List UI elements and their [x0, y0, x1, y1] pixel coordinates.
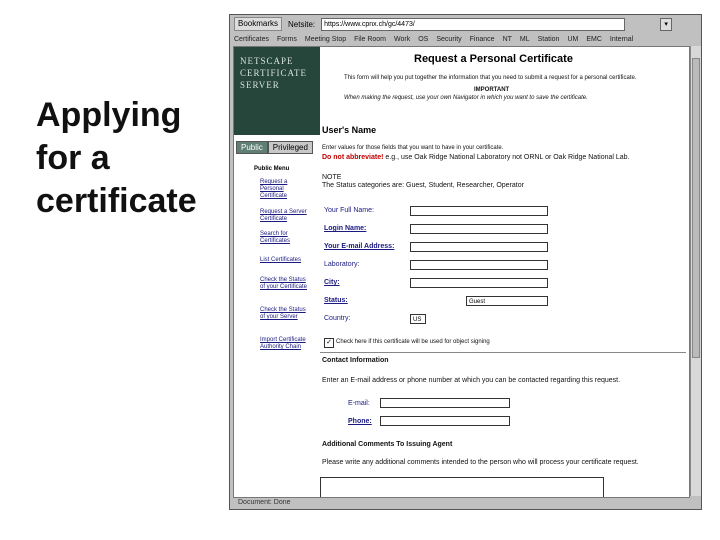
contact-heading: Contact Information: [322, 357, 389, 364]
link-item[interactable]: OS: [418, 35, 429, 43]
object-signing-checkbox[interactable]: ✓: [324, 338, 334, 348]
menu-title: Public Menu: [254, 166, 290, 172]
important-text: When making the request, use your own Navigator in which you want to save the certificate.: [344, 95, 588, 101]
personal-toolbar: [230, 33, 705, 45]
link-item[interactable]: UM: [567, 35, 579, 43]
menu-item-request-personal[interactable]: Request a Personal Certificate: [260, 179, 288, 199]
divider: [320, 352, 686, 353]
laboratory-field[interactable]: [410, 260, 548, 270]
object-signing-label: Check here if this certificate will be used for object signing: [336, 339, 490, 345]
comments-text: Please write any additional comments intended to the person who will process your certificate request.: [322, 459, 639, 466]
do-not-abbreviate: Do not abbreviate!: [322, 154, 384, 161]
link-item[interactable]: Meeting Stop: [304, 35, 347, 43]
link-item[interactable]: Work: [394, 35, 411, 43]
page-content: [233, 46, 690, 498]
navigation-toolbar: [230, 15, 701, 33]
country-field[interactable]: US: [410, 314, 426, 324]
status-bar: Document: Done: [238, 499, 291, 506]
contact-phone-label: Phone:: [348, 418, 372, 425]
tab-privileged[interactable]: Privileged: [268, 141, 313, 154]
sidebar-tabs: [236, 141, 313, 154]
login-name-label: Login Name:: [324, 225, 367, 232]
link-item[interactable]: Station: [537, 35, 560, 43]
abbreviate-line: [322, 154, 682, 161]
netsite-label: Netsite:: [288, 19, 316, 29]
users-name-text: Enter values for those fields that you want to have in your certificate.: [322, 145, 504, 151]
full-name-label: Your Full Name:: [324, 207, 374, 214]
menu-item-status-cert[interactable]: Check the Status of your Certificate: [260, 277, 308, 290]
contact-phone-field[interactable]: [380, 416, 510, 426]
contact-text: Enter an E-mail address or phone number at which you can be contacted regarding this request.: [322, 377, 621, 384]
netscape-logo: NETSCAPE CERTIFICATE SERVER: [234, 47, 320, 135]
menu-item-search[interactable]: Search for Certificates: [260, 231, 291, 244]
laboratory-label: Laboratory:: [324, 261, 360, 268]
tab-public[interactable]: Public: [236, 141, 268, 154]
url-input[interactable]: https://www.cpnx.ch/gc/4473/: [321, 18, 625, 31]
users-name-heading: User's Name: [322, 125, 377, 135]
intro-text: This form will help you put together the information that you need to submit a request for a personal certificate.: [344, 75, 637, 81]
contact-email-label: E-mail:: [348, 400, 370, 407]
menu-item-request-server[interactable]: Request a Server Certificate: [260, 209, 307, 222]
url-dropdown-button[interactable]: ▾: [660, 18, 672, 31]
vertical-scrollbar[interactable]: [690, 46, 701, 496]
link-item[interactable]: Security: [436, 35, 462, 43]
link-item[interactable]: EMC: [586, 35, 602, 43]
email-address-field[interactable]: [410, 242, 548, 252]
login-name-field[interactable]: [410, 224, 548, 234]
contact-email-field[interactable]: [380, 398, 510, 408]
note-label: NOTE: [322, 174, 342, 181]
link-item[interactable]: Internal: [609, 35, 634, 43]
menu-item-import-ca[interactable]: Import Certificate Authority Chain: [260, 337, 306, 350]
country-label: Country:: [324, 315, 351, 322]
menu-item-status-server[interactable]: Check the Status of your Server: [260, 307, 306, 320]
link-item[interactable]: ML: [519, 35, 530, 43]
abbreviate-example: e.g., use Oak Ridge National Laboratory not ORNL or Oak Ridge National Lab.: [385, 154, 630, 161]
status-note: The Status categories are: Guest, Student, Researcher, Operator: [322, 182, 524, 189]
comments-textarea[interactable]: [320, 477, 604, 498]
link-item[interactable]: Certificates: [234, 35, 270, 43]
city-field[interactable]: [410, 278, 548, 288]
status-field[interactable]: Guest: [466, 296, 548, 306]
status-label: Status:: [324, 297, 348, 304]
link-item[interactable]: Finance: [469, 35, 495, 43]
link-item[interactable]: Forms: [277, 35, 297, 43]
browser-window: [229, 14, 702, 510]
link-item[interactable]: File Room: [354, 35, 387, 43]
comments-heading: Additional Comments To Issuing Agent: [322, 441, 453, 448]
menu-item-list[interactable]: List Certificates: [260, 257, 302, 263]
full-name-field[interactable]: [410, 206, 548, 216]
scrollbar-thumb[interactable]: [692, 58, 700, 358]
link-item[interactable]: NT: [502, 35, 512, 43]
page-title: Request a Personal Certificate: [414, 53, 573, 65]
important-label: IMPORTANT: [474, 87, 510, 93]
slide-title: Applying for a certificate: [36, 96, 197, 220]
city-label: City:: [324, 279, 340, 286]
bookmarks-button[interactable]: Bookmarks: [234, 17, 282, 31]
email-address-label: Your E-mail Address:: [324, 243, 395, 250]
